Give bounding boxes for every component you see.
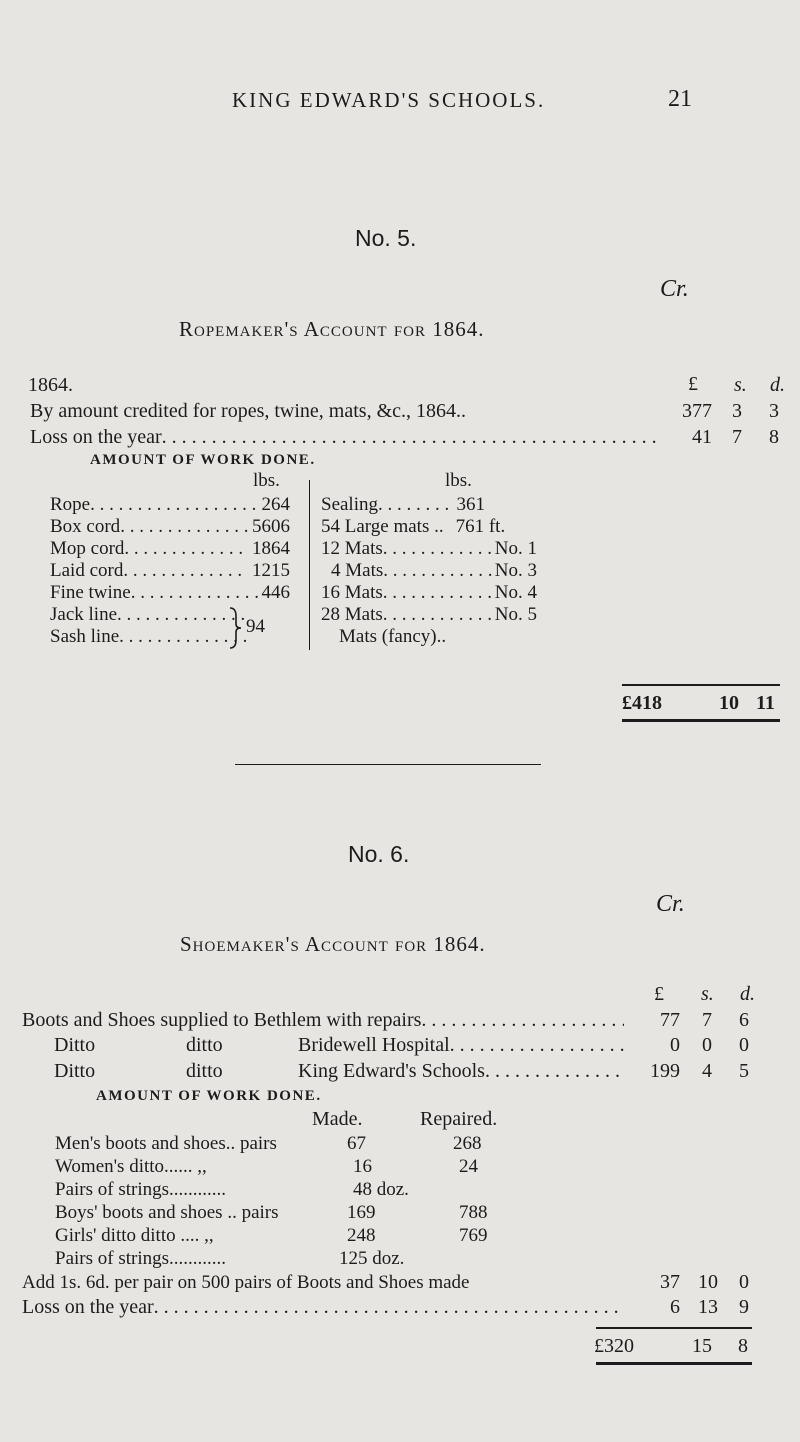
total-shillings: 15 [692,1335,712,1357]
year-label: 1864. [28,374,73,396]
work-item-label: Mats (fancy).. [339,626,447,647]
row-pence: 3 [769,400,779,422]
row-label: Women's ditto...... ,, [55,1156,207,1177]
repaired-value: 268 [453,1133,482,1154]
work-item-label: Fine twine [50,582,131,603]
work-item-label: Jack line [50,604,118,625]
repaired-value: 769 [459,1225,488,1246]
row-pounds: 0 [670,1034,680,1056]
made-value: 169 [347,1202,376,1223]
work-item-value: 264 [261,494,290,515]
unit-label: lbs. [253,470,280,491]
row-pence: 5 [739,1060,749,1082]
work-item [321,582,537,604]
work-item-value: 1215 [252,560,290,581]
table-row [55,1133,525,1156]
work-item [50,604,250,626]
table-row [55,1225,525,1248]
row-label: Boots and Shoes supplied to Bethlem with repairs [22,1009,422,1031]
row-pounds: 6 [670,1296,680,1318]
row-pounds: 199 [650,1060,680,1082]
table-row [55,1156,525,1179]
row-pounds: 37 [660,1271,680,1293]
total-rule-top [622,684,780,686]
total-pounds: £418 [622,692,662,714]
total-pence: 11 [756,692,775,714]
work-item [321,494,485,516]
total-rule-top [596,1327,752,1329]
row-label: Pairs of strings............ [55,1248,226,1269]
row-label: Loss on the year [30,426,162,448]
ledger-row [22,1009,624,1032]
row-shillings: 7 [702,1009,712,1031]
made-value: 48 doz. [353,1179,409,1200]
work-item-value: 446 [261,582,290,603]
ledger-row [298,1060,624,1083]
col-pounds: £ [654,983,664,1005]
work-item [321,626,521,648]
made-value: 67 [347,1133,366,1154]
work-item [50,582,290,604]
right-work-list [321,494,611,648]
work-item-label: 4 Mats [331,560,384,581]
work-item [50,494,290,516]
work-item-value: No. 4 [494,582,537,603]
col-shillings: s. [701,983,714,1005]
row-label: Loss on the year [22,1296,154,1318]
work-item-label: 28 Mats [321,604,383,625]
unit-label: lbs. [445,470,472,491]
row-pence: 9 [739,1296,749,1318]
work-item [321,560,537,582]
row-pounds: 77 [660,1009,680,1031]
section-divider [235,764,541,765]
total-pence: 8 [738,1335,748,1357]
ditto-label: Ditto [54,1060,96,1082]
work-item-value: 1864 [252,538,290,559]
repaired-value: 24 [459,1156,478,1177]
total-rule-bottom [622,719,780,722]
work-item-label: Rope [50,494,91,515]
work-item [321,516,611,538]
ledger-row [298,1034,624,1057]
row-shillings: 0 [702,1034,712,1056]
brace-icon [228,606,242,655]
work-item-label: Sash line [50,626,120,647]
ledger-row [30,400,650,423]
section-title-no5: Ropemaker's Account for 1864. [179,317,485,341]
made-value: 16 [353,1156,372,1177]
row-shillings: 4 [702,1060,712,1082]
table-row [55,1248,525,1271]
work-heading-no6: AMOUNT OF WORK DONE. [96,1088,322,1104]
row-label: By amount credited for ropes, twine, mats, &c., 1864.. [30,400,467,422]
work-item [321,538,537,560]
row-pounds: 41 [692,426,712,448]
work-item [50,560,290,582]
work-item-value: 761 ft. [455,516,506,537]
work-item-value: No. 1 [494,538,537,559]
row-label: Men's boots and shoes.. pairs [55,1133,277,1154]
running-header: KING EDWARD'S SCHOOLS. [232,88,546,112]
table-row [55,1202,525,1225]
work-item-label: Box cord [50,516,121,537]
work-item-label: 12 Mats [321,538,383,559]
ditto-label: Ditto [54,1034,96,1056]
work-item-value: 5606 [252,516,290,537]
row-label: Boys' boots and shoes .. pairs [55,1202,279,1223]
work-item-label: 54 Large mats .. [321,516,444,537]
page-number: 21 [668,86,692,112]
total-rule-bottom [596,1362,752,1365]
ledger-row [22,1296,624,1319]
credit-label-no5: Cr. [660,276,689,302]
work-item [50,538,290,560]
row-shillings: 13 [698,1296,718,1318]
section-title-no6: Shoemaker's Account for 1864. [180,932,486,956]
row-label: King Edward's Schools [298,1060,485,1082]
section-heading-no6: No. 6. [348,841,410,867]
work-item-value: 361 [456,494,485,515]
work-item [50,516,290,538]
work-item-label: Mop cord [50,538,125,559]
work-item-label: Laid cord [50,560,124,581]
row-pence: 8 [769,426,779,448]
row-shillings: 7 [732,426,742,448]
work-item [321,604,537,626]
work-item [50,626,250,648]
add-row-label: Add 1s. 6d. per pair on 500 pairs of Boots and Shoes made [22,1272,470,1293]
ledger-row [30,426,662,449]
work-table [55,1133,525,1271]
col-pence: d. [740,983,755,1005]
row-pence: 0 [739,1034,749,1056]
work-item-label: 16 Mats [321,582,383,603]
made-value: 125 doz. [339,1248,405,1269]
row-shillings: 10 [698,1271,718,1293]
ditto-label: ditto [186,1034,223,1056]
work-heading-no5: AMOUNT OF WORK DONE. [90,452,316,468]
row-shillings: 3 [732,400,742,422]
repaired-label: Repaired. [420,1108,498,1130]
row-label: Bridewell Hospital [298,1034,450,1056]
col-shillings: s. [734,374,747,396]
ditto-label: ditto [186,1060,223,1082]
total-pounds: £320 [594,1335,634,1357]
work-item-value: No. 5 [494,604,537,625]
work-item-label: Sealing [321,494,378,515]
row-pence: 6 [739,1009,749,1031]
credit-label-no6: Cr. [656,891,685,917]
col-pence: d. [770,374,785,396]
section-heading-no5: No. 5. [355,225,417,251]
repaired-value: 788 [459,1202,488,1223]
made-label: Made. [312,1108,363,1130]
table-row [55,1179,525,1202]
col-pounds: £ [688,373,698,395]
column-divider [309,480,310,650]
row-label: Girls' ditto ditto .... ,, [55,1225,214,1246]
row-label: Pairs of strings............ [55,1179,226,1200]
jack-sash-value: 94 [246,616,265,637]
work-item-value: No. 3 [494,560,537,581]
row-pounds: 377 [682,400,712,422]
total-shillings: 10 [719,692,739,714]
row-pence: 0 [739,1271,749,1293]
made-value: 248 [347,1225,376,1246]
